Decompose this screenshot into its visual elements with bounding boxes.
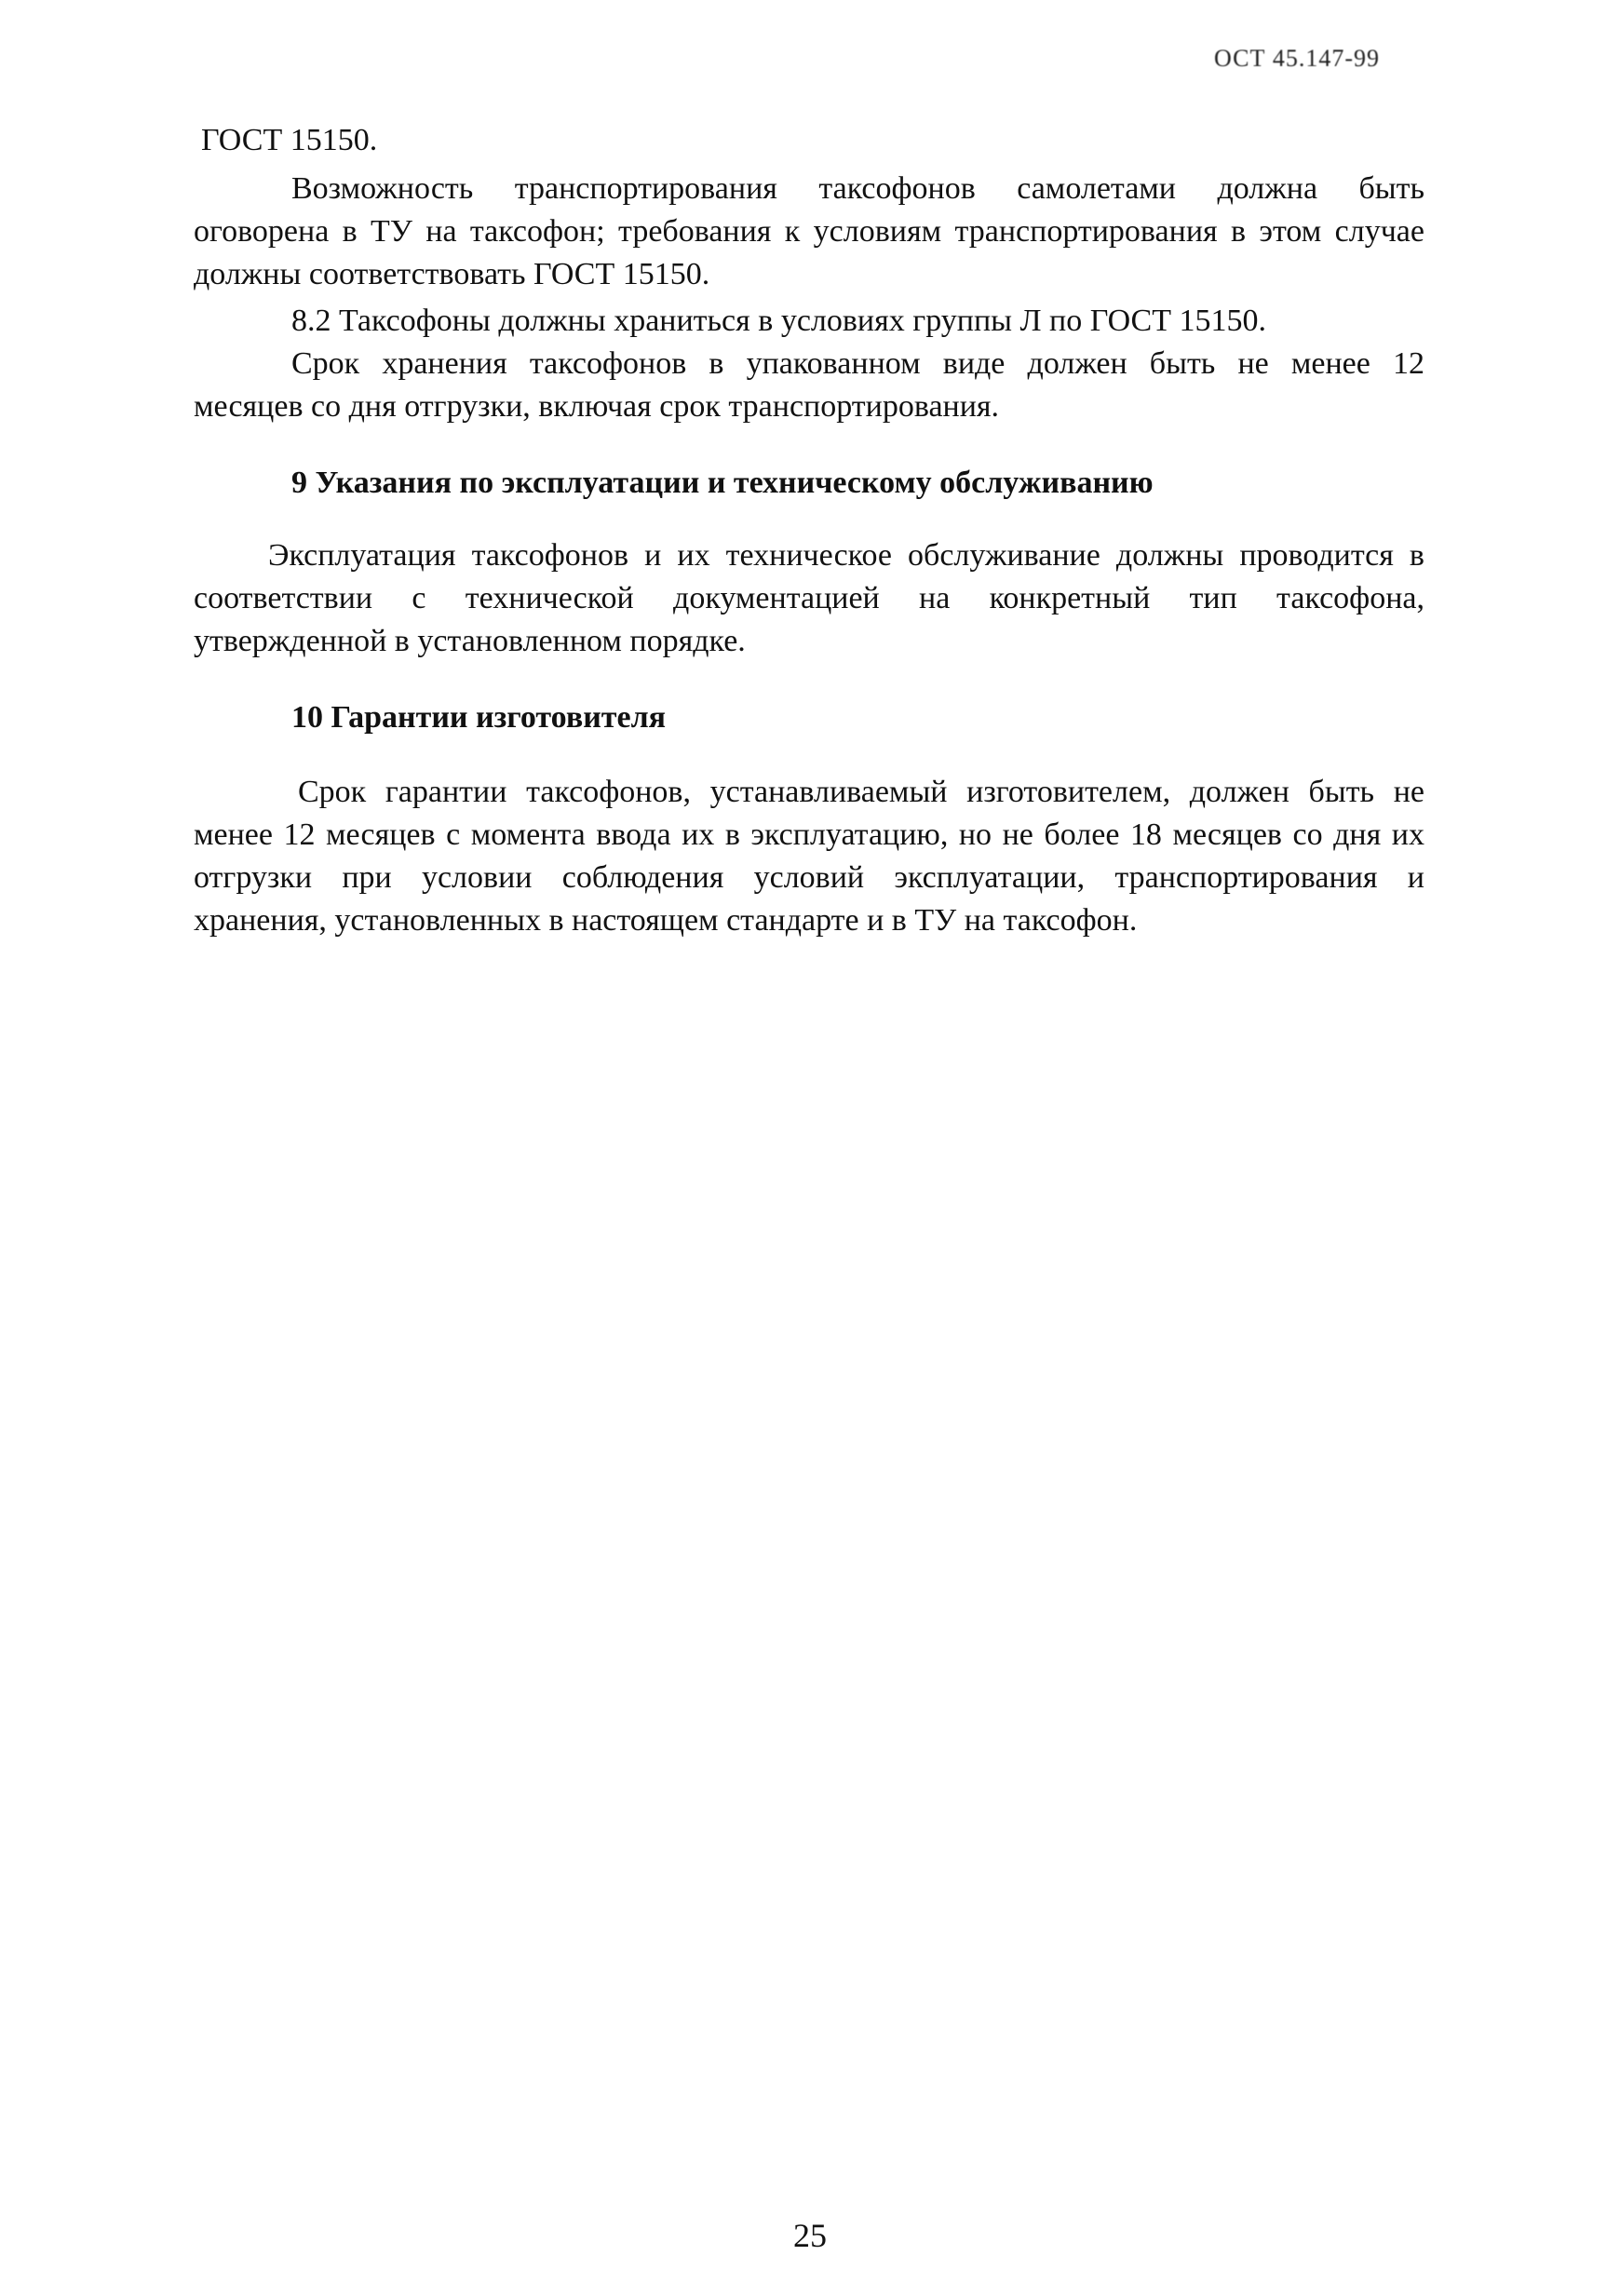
section-9-line-2: соответствии с технической документацией на конкретный тип таксофона, [194, 581, 1424, 615]
page-number: 25 [793, 2217, 827, 2254]
section-10-heading: 10 Гарантии изготовителя [291, 700, 667, 735]
paragraph-8-2: 8.2 Таксофоны должны храниться в условиях группы Л по ГОСТ 15150. [291, 304, 1266, 338]
paragraph-storage-line-2: месяцев со дня отгрузки, включая срок транспортирования. [194, 389, 1000, 424]
section-9-line-3: утвержденной в установленном порядке. [194, 624, 746, 658]
paragraph-transport-line-3: должны соответствовать ГОСТ 15150. [194, 257, 710, 291]
paragraph-transport-line-1: Возможность транспортирования таксофонов самолетами должна быть [291, 171, 1424, 206]
document-code-header: ОСТ 45.147-99 [1214, 45, 1380, 72]
paragraph-storage-line-1: Срок хранения таксофонов в упакованном виде должен быть не менее 12 [291, 346, 1424, 381]
section-10-line-4: хранения, установленных в настоящем стандарте и в ТУ на таксофон. [194, 903, 1138, 938]
section-10-line-2: менее 12 месяцев с момента ввода их в эксплуатацию, но не более 18 месяцев со дня их [194, 817, 1424, 852]
paragraph-transport-line-2: оговорена в ТУ на таксофон; требования к условиям транспортирования в этом случае [194, 214, 1424, 249]
section-10-line-1: Срок гарантии таксофонов, устанавливаемый изготовителем, должен быть не [298, 775, 1424, 809]
section-10-line-3: отгрузки при условии соблюдения условий эксплуатации, транспортирования и [194, 860, 1424, 895]
section-9-line-1: Эксплуатация таксофонов и их техническое обслуживание должны проводится в [268, 538, 1424, 573]
page-top-line: ГОСТ 15150. [201, 123, 378, 157]
section-9-heading: 9 Указания по эксплуатации и техническому обслуживанию [291, 466, 1154, 500]
